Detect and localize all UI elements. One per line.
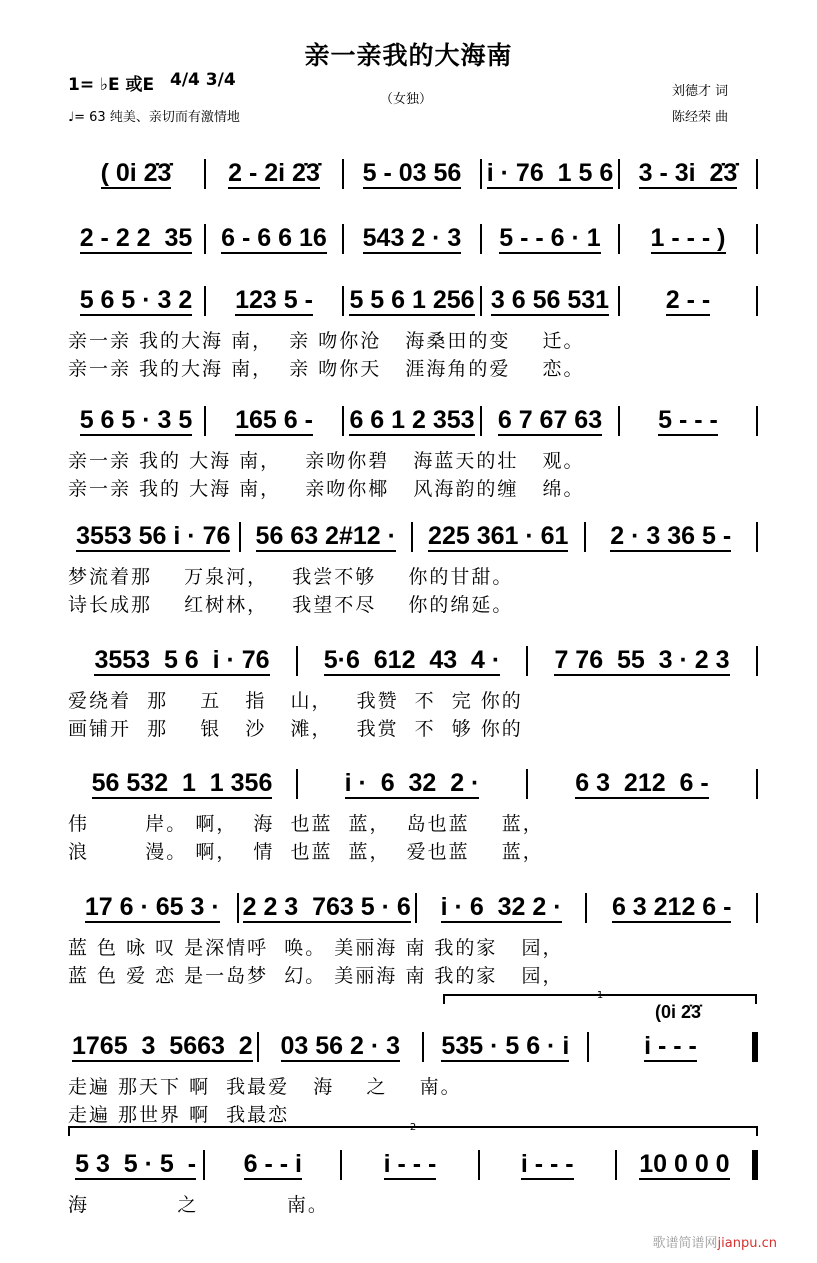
measure — [589, 1033, 752, 1062]
measure-notes: 56 63 2#12 · — [255, 521, 396, 550]
measure — [205, 1151, 340, 1180]
measure — [528, 770, 756, 799]
measure-notes: 165 6 - — [235, 405, 313, 434]
measure-notes: 6 3 212 6 - — [611, 892, 732, 921]
measure-notes: 1 - - - ) — [650, 223, 726, 252]
bar-line — [756, 159, 758, 189]
measure-notes: i - - - — [383, 1149, 437, 1178]
measure — [620, 287, 756, 316]
lyric-line: 走遍 那世界 啊 我最恋 — [68, 1104, 290, 1126]
score-system — [68, 1030, 758, 1064]
measure-notes: 2 2 3 763 5 · 6 — [242, 892, 411, 921]
lyric-line: 亲一亲 我的大海 南， 亲 吻你沧 海桑田的变 迁。 — [68, 330, 585, 352]
measure — [206, 160, 342, 189]
song-title: 亲一亲我的大海南 — [304, 41, 513, 70]
measure-notes: 6 - - i — [243, 1149, 302, 1178]
measure-notes: 5 3 5 · 5 - — [75, 1149, 197, 1178]
measure — [68, 523, 239, 552]
measure — [206, 225, 342, 254]
time-signatures: 4/4 3/4 — [170, 70, 236, 90]
measure — [68, 1033, 257, 1062]
lyric-line: 浪 漫。 啊， 情 也蓝 蓝， 爱也蓝 蓝， — [68, 841, 544, 863]
measure — [344, 287, 480, 316]
measure — [68, 770, 296, 799]
measure — [482, 287, 618, 316]
measure — [620, 407, 756, 436]
lyric-line: 亲一亲 我的 大海 南， 亲吻你椰 风海韵的缠 绵。 — [68, 478, 585, 500]
measure — [617, 1151, 752, 1180]
measure — [298, 770, 526, 799]
performance-note: （女独） — [380, 92, 433, 107]
measure-notes: 5 6 5 · 3 2 — [79, 285, 193, 314]
lyric-line: 画铺开 那 银 沙 滩， 我赏 不 够 你的 — [68, 718, 523, 740]
measure-notes: 6 3 212 6 - — [575, 768, 709, 797]
measure — [620, 225, 756, 254]
measure — [259, 1033, 422, 1062]
lyric-line: 亲一亲 我的大海 南， 亲 吻你天 涯海角的爱 恋。 — [68, 358, 585, 380]
score-system — [68, 1148, 758, 1182]
measure — [424, 1033, 587, 1062]
score-system — [68, 404, 758, 438]
measure-notes: ( 0i 2̇3̇ — [100, 158, 172, 187]
measure-notes: 5 6 5 · 3 5 — [79, 405, 193, 434]
lyric-line: 诗长成那 红树林， 我望不尽 你的绵延。 — [68, 594, 514, 616]
measure-notes: 6 7 67 63 — [497, 405, 603, 434]
measure-notes: i · 6 32 2 · — [440, 892, 562, 921]
measure — [206, 287, 342, 316]
measure — [620, 160, 756, 189]
measure — [206, 407, 342, 436]
score-system — [68, 767, 758, 801]
measure — [342, 1151, 477, 1180]
measure — [68, 1151, 203, 1180]
measure-notes: 5 - - 6 · 1 — [499, 223, 601, 252]
tempo-marking: ♩= 63 纯美、亲切而有激情地 — [68, 110, 240, 125]
volta-bracket: 1 — [443, 994, 757, 1004]
measure-notes: 225 361 · 61 — [428, 521, 569, 550]
measure-notes: i · 6 32 2 · — [344, 768, 480, 797]
measure — [482, 160, 618, 189]
measure-notes: 5 - - - — [658, 405, 718, 434]
measure — [68, 407, 204, 436]
score-system — [68, 284, 758, 318]
measure — [587, 894, 756, 923]
lyricist: 刘德才 词 — [672, 84, 729, 99]
measure — [482, 407, 618, 436]
measure — [68, 225, 204, 254]
measure-notes: 2 - - — [665, 285, 711, 314]
measure-notes: i · 76 1 5 6 — [486, 158, 614, 187]
score-system — [68, 644, 758, 678]
measure-notes: 7 76 55 3 · 2 3 — [554, 645, 730, 674]
score-system — [68, 891, 758, 925]
bar-line — [752, 1150, 758, 1180]
measure — [413, 523, 584, 552]
bar-line — [756, 769, 758, 799]
measure-notes: 3553 56 i · 76 — [76, 521, 231, 550]
measure-notes: 17 6 · 65 3 · — [84, 892, 220, 921]
score-system — [68, 222, 758, 256]
measure-notes: i - - - — [520, 1149, 574, 1178]
bar-line — [756, 406, 758, 436]
measure-notes: 3553 5 6 i · 76 — [94, 645, 270, 674]
measure — [344, 160, 480, 189]
measure-notes: 5 - 03 56 — [362, 158, 462, 187]
score-system — [68, 520, 758, 554]
measure — [528, 647, 756, 676]
measure — [241, 523, 412, 552]
bar-line — [756, 646, 758, 676]
measure — [482, 225, 618, 254]
measure-notes: 535 · 5 6 · i — [441, 1031, 570, 1060]
measure-notes: 1765 3 5663 2 — [72, 1031, 253, 1060]
volta-bracket: 2 — [68, 1126, 758, 1136]
measure-notes: 56 532 1 1 356 — [91, 768, 273, 797]
measure-notes: i - - - — [644, 1031, 697, 1060]
pickup-notes: (0i 2̇3̇ — [655, 1002, 702, 1022]
bar-line — [752, 1032, 758, 1062]
lyric-line: 海 之 南。 — [68, 1194, 329, 1216]
lyric-line: 蓝 色 爱 恋 是一岛梦 幻。 美丽海 南 我的家 园， — [68, 965, 564, 987]
measure-notes: 5 5 6 1 256 — [349, 285, 475, 314]
measure — [68, 287, 204, 316]
bar-line — [756, 224, 758, 254]
measure — [68, 894, 237, 923]
lyric-line: 走遍 那天下 啊 我最爱 海 之 南。 — [68, 1076, 462, 1098]
measure — [68, 160, 204, 189]
measure — [480, 1151, 615, 1180]
bar-line — [756, 893, 758, 923]
measure-notes: 03 56 2 · 3 — [280, 1031, 401, 1060]
score-system — [68, 157, 758, 191]
lyric-line: 亲一亲 我的 大海 南， 亲吻你碧 海蓝天的壮 观。 — [68, 450, 585, 472]
measure-notes: 2 - 2i 2̇3̇ — [228, 158, 320, 187]
measure-notes: 123 5 - — [235, 285, 313, 314]
measure — [417, 894, 586, 923]
measure — [344, 407, 480, 436]
measure-notes: 543 2 · 3 — [362, 223, 462, 252]
lyric-line: 梦流着那 万泉河， 我尝不够 你的甘甜。 — [68, 566, 514, 588]
measure-notes: 2 - 2 2 35 — [79, 223, 193, 252]
measure-notes: 3 6 56 531 — [490, 285, 610, 314]
measure — [586, 523, 757, 552]
lyric-line: 蓝 色 咏 叹 是深情呼 唤。 美丽海 南 我的家 园， — [68, 937, 564, 959]
measure — [298, 647, 526, 676]
bar-line — [756, 522, 758, 552]
measure-notes: 5·6 612 43 4 · — [323, 645, 501, 674]
measure — [239, 894, 415, 923]
watermark: 歌谱简谱网jianpu.cn — [652, 1236, 777, 1251]
measure-notes: 3 - 3i 2̇3̇ — [638, 158, 738, 187]
measure — [344, 225, 480, 254]
measure-notes: 2 · 3 36 5 - — [610, 521, 732, 550]
lyric-line: 爱绕着 那 五 指 山， 我赞 不 完 你的 — [68, 690, 523, 712]
measure-notes: 6 - 6 6 16 — [221, 223, 327, 252]
key-signature: 1= ♭E 或E — [68, 75, 155, 95]
measure-notes: 6 6 1 2 353 — [349, 405, 475, 434]
measure-notes: 10 0 0 0 — [639, 1149, 730, 1178]
measure — [68, 647, 296, 676]
lyric-line: 伟 岸。 啊， 海 也蓝 蓝， 岛也蓝 蓝， — [68, 813, 544, 835]
composer: 陈经荣 曲 — [672, 110, 729, 125]
bar-line — [756, 286, 758, 316]
